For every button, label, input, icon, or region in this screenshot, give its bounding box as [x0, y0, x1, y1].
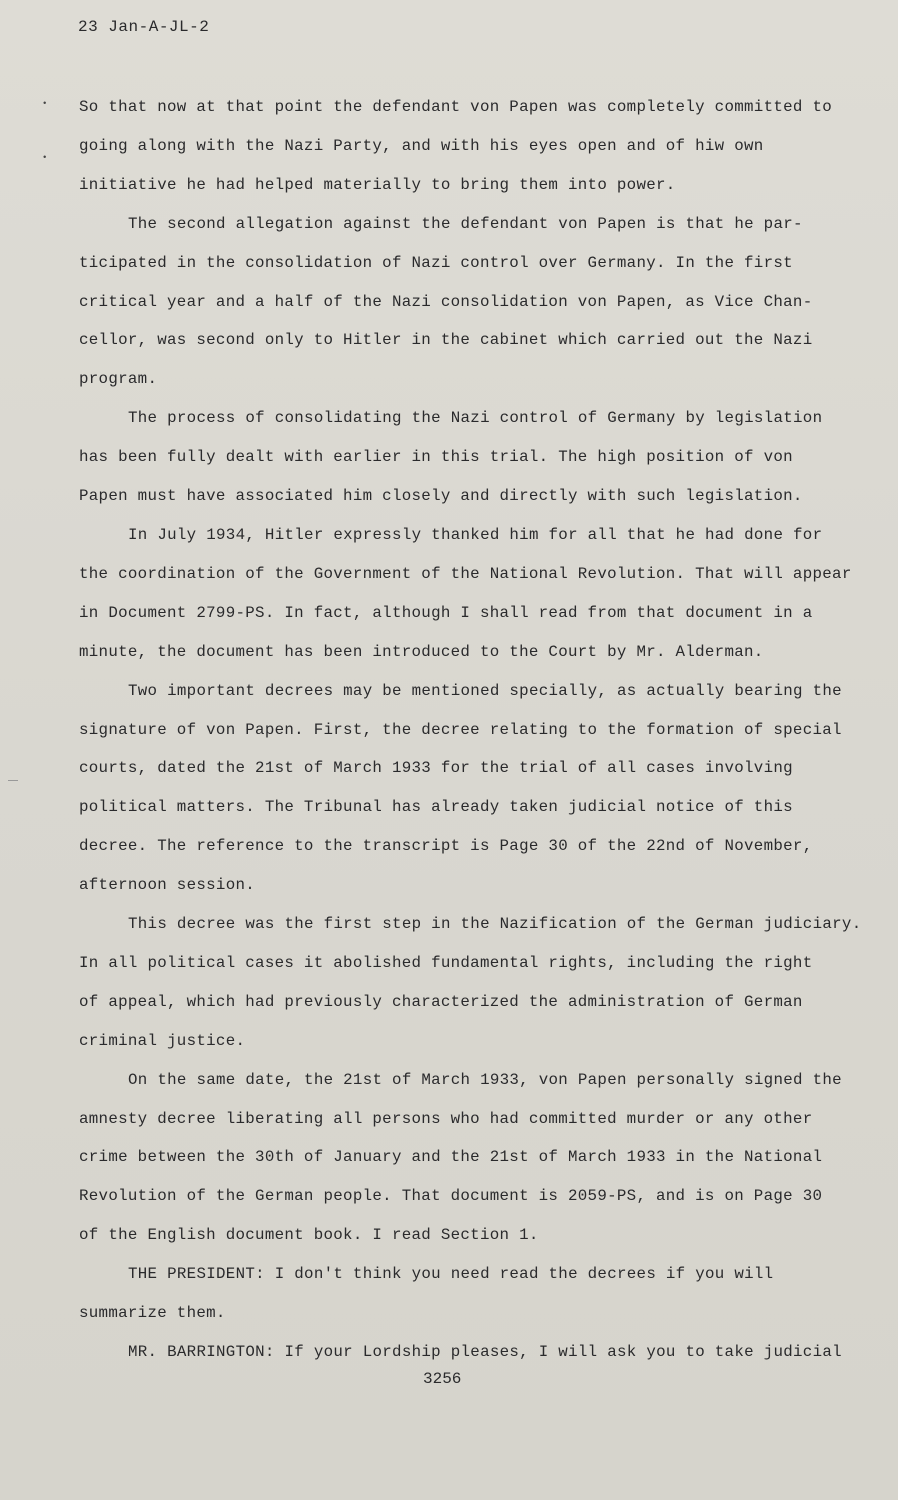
- transcript-line: minute, the document has been introduced to the Court by Mr. Alderman.: [79, 642, 764, 661]
- transcript-line: critical year and a half of the Nazi consolidation von Papen, as Vice Chan-: [79, 292, 813, 311]
- edge-tick-mark: [8, 780, 18, 781]
- transcript-line: signature of von Papen. First, the decree relating to the formation of special: [79, 720, 842, 739]
- transcript-line: In July 1934, Hitler expressly thanked him for all that he had done for: [128, 525, 823, 544]
- transcript-line: courts, dated the 21st of March 1933 for the trial of all cases involving: [79, 759, 793, 778]
- transcript-line: decree. The reference to the transcript is Page 30 of the 22nd of November,: [79, 837, 813, 856]
- transcript-line: has been fully dealt with earlier in this trial. The high position of von: [79, 448, 793, 467]
- transcript-line: So that now at that point the defendant von Papen was completely committed to: [79, 98, 833, 116]
- document-reference: 23 Jan-A-JL-2: [78, 18, 210, 36]
- transcript-line: THE PRESIDENT: I don't think you need read the decrees if you will: [128, 1265, 774, 1284]
- transcript-line: program.: [79, 370, 158, 389]
- transcript-line: The process of consolidating the Nazi control of Germany by legislation: [128, 409, 823, 428]
- margin-bullet-mark: •: [42, 153, 48, 163]
- transcript-line: criminal justice.: [79, 1031, 246, 1050]
- transcript-line: In all political cases it abolished fundamental rights, including the right: [79, 953, 813, 972]
- transcript-line: initiative he had helped materially to bring them into power.: [79, 175, 676, 194]
- transcript-body: [79, 88, 869, 1372]
- transcript-line: summarize them.: [79, 1304, 226, 1323]
- transcript-line: This decree was the first step in the Nazification of the German judiciary.: [128, 915, 862, 934]
- transcript-line: Two important decrees may be mentioned specially, as actually bearing the: [128, 681, 842, 700]
- transcript-line: amnesty decree liberating all persons who had committed murder or any other: [79, 1109, 813, 1128]
- transcript-line: political matters. The Tribunal has already taken judicial notice of this: [79, 798, 793, 817]
- margin-bullet-mark: •: [42, 99, 48, 109]
- transcript-line: cellor, was second only to Hitler in the cabinet which carried out the Nazi: [79, 331, 813, 350]
- transcript-line: going along with the Nazi Party, and with his eyes open and of hiw own: [79, 136, 764, 155]
- transcript-line: Revolution of the German people. That document is 2059-PS, and is on Page 30: [79, 1187, 823, 1206]
- transcript-line: of appeal, which had previously characterized the administration of German: [79, 992, 803, 1011]
- page-number: 3256: [423, 1370, 462, 1388]
- transcript-line: ticipated in the consolidation of Nazi control over Germany. In the first: [79, 253, 793, 272]
- transcript-line: in Document 2799-PS. In fact, although I shall read from that document in a: [79, 603, 813, 622]
- transcript-line: Papen must have associated him closely and directly with such legislation.: [79, 487, 803, 506]
- transcript-line: of the English document book. I read Section 1.: [79, 1226, 539, 1245]
- transcript-line: the coordination of the Government of the National Revolution. That will appear: [79, 564, 852, 583]
- transcript-line: MR. BARRINGTON: If your Lordship pleases, I will ask you to take judicial: [128, 1343, 842, 1361]
- transcript-line: afternoon session.: [79, 876, 256, 895]
- transcript-line: The second allegation against the defendant von Papen is that he par-: [128, 214, 803, 233]
- transcript-line: On the same date, the 21st of March 1933, von Papen personally signed the: [128, 1070, 842, 1089]
- transcript-line: crime between the 30th of January and the 21st of March 1933 in the National: [79, 1148, 823, 1167]
